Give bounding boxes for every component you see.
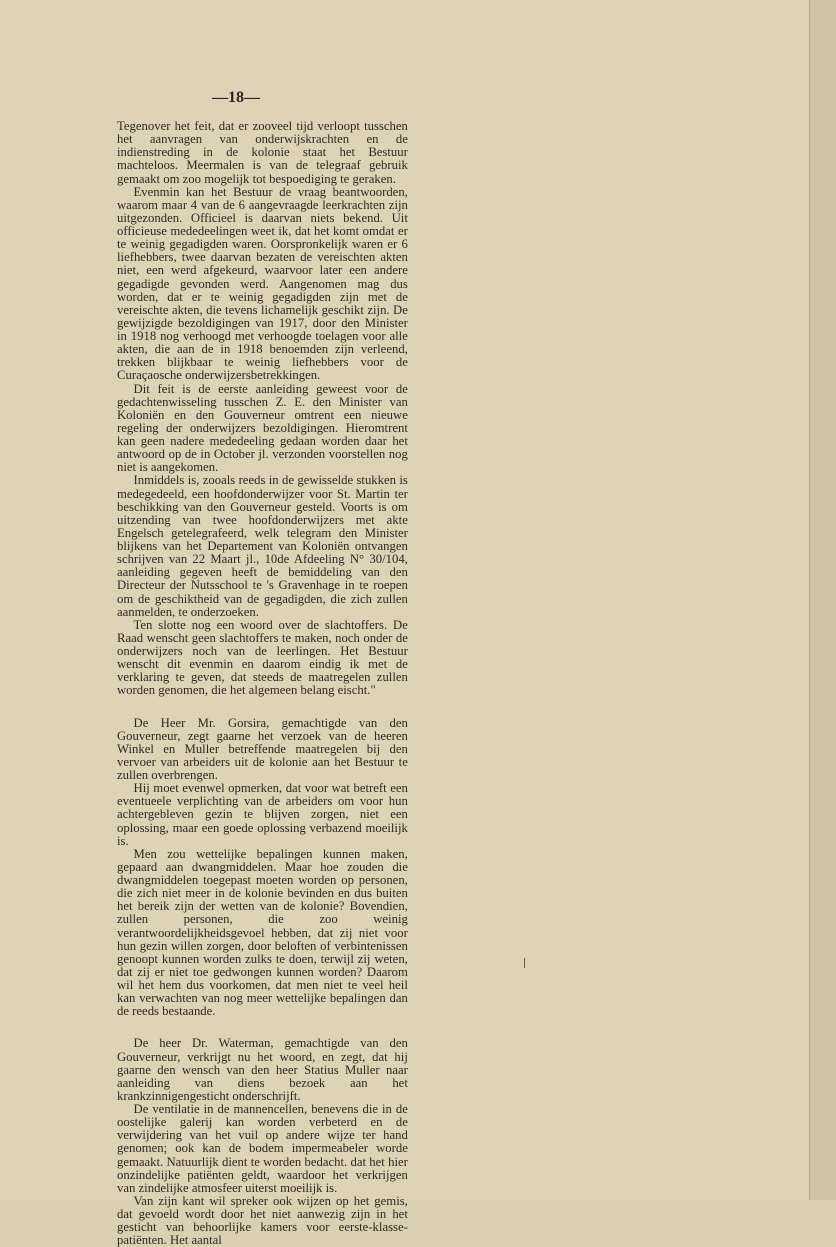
paragraph: Dit feit is de eerste aanleiding geweest voor de gedachtenwisseling tusschen Z. E. den Minister van Koloniën en den Gouverneur omtrent een nieuwe regeling der onderwijzers bezoldigingen. Hieromtrent kan geen nadere mededeeling gedaan worden daar het antwoord op de in October jl. verzonden voorstellen nog niet is aangekomen.: [117, 381, 408, 475]
paragraph: Hij moet evenwel opmerken, dat voor wat betreft een eventueele verplichting van de arbeiders om voor hun achtergebleven gezin te blijven zorgen, niet een oplossing, maar een goede oplossing verbazend moeilijk is.: [117, 781, 408, 848]
paragraph: De heer Dr. Waterman, gemachtigde van den Gouverneur, verkrijgt nu het woord, en zegt, dat hij gaarne den wensch van den heer Statius Muller naar aanleiding van diens bezoek aan het krankzinnigengesticht onderschrijft.: [117, 1036, 408, 1103]
paragraph: Tegenover het feit, dat er zooveel tijd verloopt tusschen het aanvragen van onderwijskrachten en de indienstreding in de kolonie staat het Bestuur machteloos. Meermalen is van de telegraaf gebruik gemaakt om zoo mogelijk tot bespoediging te geraken.: [117, 119, 408, 186]
paragraph: Van zijn kant wil spreker ook wijzen op het gemis, dat gevoeld wordt door het niet aanwezig zijn in het gesticht van behoorlijke kamers voor eerste-klasse-patiënten. Het aantal: [117, 1193, 408, 1247]
page-number: —18—: [212, 89, 260, 106]
paragraph: Ten slotte nog een woord over de slachtoffers. De Raad wenscht geen slachtoffers te maken, noch onder de onderwijzers noch van de leerlingen. Het Bestuur wenscht dit evenmin en daarom eindig ik met de verklaring te geven, dat steeds de maatregelen zullen worden genomen, die het algemeen belang eischt.": [117, 617, 408, 698]
paragraph: De Heer Mr. Gorsira, gemachtigde van den Gouverneur, zegt gaarne het verzoek van de heeren Winkel en Muller betreffende maatregelen bij den vervoer van arbeiders uit de kolonie aan het Bestuur te zullen overbrengen.: [117, 715, 408, 782]
paragraph: Inmiddels is, zooals reeds in de gewisselde stukken is medegedeeld, een hoofdonderwijzer voor St. Martin ter beschikking van den Gouverneur gesteld. Voorts is om uitzending van twee hoofdonderwijzers met akte Engelsch getelegrafeerd, welk telegram den Minister blijkens van het Departement van Koloniën ontvangen schrijven van 22 Maart jl., 10de Afdeeling N° 30/104, aanleiding gegeven heeft de bemiddeling van den Directeur der Nutsschool te 's Gravenhage in te roepen om de geschiktheid van de gegadigden, die zich zullen aanmelden, te onderzoeken.: [117, 473, 408, 619]
paragraph: Men zou wettelijke bepalingen kunnen maken, gepaard aan dwangmiddelen. Maar hoe zouden die dwangmiddelen toegepast moeten worden op personen, die zich niet meer in de kolonie bevinden en dus buiten het bereik zijn der wetten van de kolonie? Bovendien, zullen personen, die zoo weinig verantwoordelijkheidsgevoel hebben, dat zij niet voor hun gezin willen zorgen, door beloften of verbintenissen genoopt kunnen worden zulks te doen, terwijl zij weten, dat zij er niet toe gedwongen kunnen worden? Daarom wil het hem dus voorkomen, dat men niet te veel heil kan verwachten van nog meer wettelijke bepalingen dan de reeds bestaande.: [117, 846, 408, 1019]
text-column: [117, 120, 408, 1247]
page-edge: [809, 0, 836, 1200]
paragraph: De ventilatie in de mannencellen, benevens die in de oostelijke galerij kan worden verbeterd en de verwijdering van het vuil op andere wijze ter hand genomen; ook kan de bodem impermeabeler worde gemaakt. Natuurlijk dient te worden bedacht. dat het hier onzindelijke patiënten geldt, waardoor het verkrijgen van zindelijke atmosfeer uiterst moeilijk is.: [117, 1102, 408, 1195]
paragraph: Evenmin kan het Bestuur de vraag beantwoorden, waarom maar 4 van de 6 aangevraagde leerkrachten zijn uitgezonden. Officieel is daarvan niets bekend. Uit officieuse mededeelingen weet ik, dat het komt omdat er te weinig gegadigden waren. Oorspronkelijk waren er 6 liefhebbers, twee daarvan bezaten de vereischten akten niet, een werd afgekeurd, waarvoor later een andere gegadigde gevonden werd. Aangenomen mag dus worden, dat er te weinig gegadigden zijn met de vereischte akten, die tevens lichamelijk geschikt zijn. De gewijzigde bezoldigingen van 1917, door den Minister in 1918 nog verhoogd met verhoogde toelagen voor alle akten, die aan de in 1918 benoemden zijn verleend, trekken blijkbaar te weinig liefhebbers voor de Curaçaosche onderwijzersbetrekkingen.: [117, 184, 408, 383]
margin-mark: [524, 958, 525, 968]
